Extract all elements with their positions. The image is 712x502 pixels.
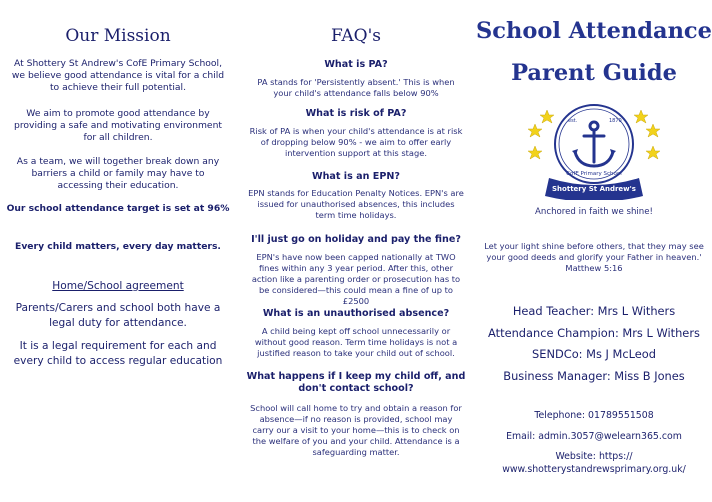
sendco: SENDCo: Ms J McLeod xyxy=(532,347,656,361)
logo-ribbon-name: Shottery St Andrew's xyxy=(552,185,636,193)
every-child-matters: Every child matters, every day matters. xyxy=(15,241,221,252)
guide-title-line-1: School Attendance xyxy=(476,18,712,44)
head-teacher: Head Teacher: Mrs L Withers xyxy=(512,304,676,318)
faq-question: What is an EPN? xyxy=(312,171,400,182)
faq-answer: Risk of PA is when your child's attendance is at risk of dropping below 90% - we aim to offer early intervention support at this stage. xyxy=(249,126,463,159)
email: Email: admin.3057@welearn365.com xyxy=(506,431,682,442)
attendance-champion: Attendance Champion: Mrs L Withers xyxy=(488,326,700,340)
logo-est: est. xyxy=(568,118,578,124)
faq-answer: School will call home to try and obtain a reason for absence—if no reason is provided, school may carry our a visit to your home—this is to check on the welfare of you and your child. Attendance is a safeguarding matter. xyxy=(250,403,462,458)
logo-tagline: Anchored in faith we shine! xyxy=(535,207,653,217)
mission-paragraph-2: We aim to promote good attendance by providing a safe and motivating environment for all children. xyxy=(14,108,222,144)
logo-ribbon-small: CofE Primary School xyxy=(566,171,622,177)
logo-year: 1870 xyxy=(609,118,622,124)
school-logo xyxy=(527,104,661,200)
mission-paragraph-1: At Shottery St Andrew's CofE Primary School, we believe good attendance is vital for a child to achieve their full potential. xyxy=(11,58,225,94)
agreement-paragraph-1: Parents/Carers and school both have a legal duty for attendance. xyxy=(15,302,221,329)
faq-title: FAQ's xyxy=(331,26,381,46)
faq-question: What is risk of PA? xyxy=(305,108,407,119)
faq-answer: EPN's have now been capped nationally at TWO fines within any 3 year period. After this, other action like a parenting order or prosecution has to be considered—this could mean a fine of up to £2500 xyxy=(251,252,461,307)
bible-quote: Let your light shine before others, that they may see your good deeds and glorify your Father in heaven.' Matthew 5:16 xyxy=(484,241,704,274)
faq-answer: PA stands for 'Persistently absent.' This is when your child's attendance falls below 90% xyxy=(257,77,455,99)
telephone: Telephone: 01789551508 xyxy=(534,410,654,421)
mission-paragraph-3: As a team, we will together break down any barriers a child or family may have to accessing their education. xyxy=(16,156,220,192)
mission-panel xyxy=(0,0,236,502)
faq-question: I'll just go on holiday and pay the fine? xyxy=(251,234,461,245)
faq-panel xyxy=(238,0,474,502)
faq-answer: A child being kept off school unnecessarily or without good reason. Term time holidays is not a justified reason to take your child out of school. xyxy=(254,326,458,359)
guide-panel xyxy=(476,0,712,502)
faq-question: What is PA? xyxy=(324,59,388,70)
website-label: Website: https:// xyxy=(555,451,633,462)
website-link[interactable]: www.shotterystandrewsprimary.org.uk/ xyxy=(502,464,686,475)
attendance-target: Our school attendance target is set at 96% xyxy=(6,203,230,214)
faq-question: What is an unauthorised absence? xyxy=(262,308,450,319)
faq-answer: EPN stands for Education Penalty Notices. EPN's are issued for unauthorised absences, this includes term time holidays. xyxy=(248,188,464,221)
agreement-paragraph-2: It is a legal requirement for each and every child to access regular education xyxy=(13,340,223,367)
guide-title-line-2: Parent Guide xyxy=(511,60,677,86)
agreement-title: Home/School agreement xyxy=(52,280,184,292)
faq-question: What happens if I keep my child off, and don't contact school? xyxy=(246,371,466,394)
mission-title: Our Mission xyxy=(65,26,171,46)
business-manager: Business Manager: Miss B Jones xyxy=(503,369,685,383)
